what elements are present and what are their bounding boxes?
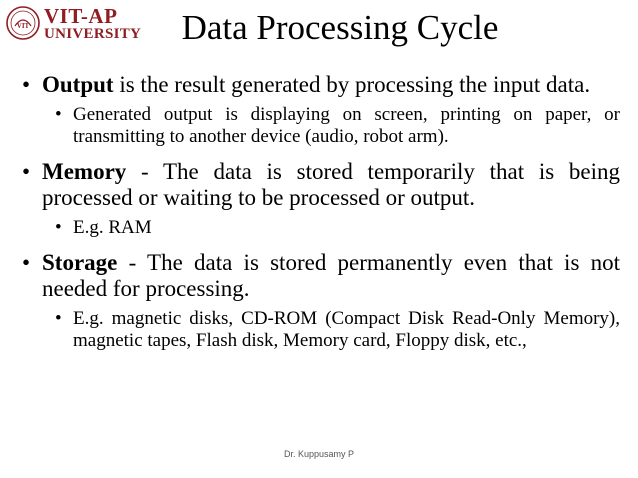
- footer-author: Dr. Kuppusamy P: [283, 449, 355, 459]
- bullet-text: - The data is stored permanently even that is not needed for processing.: [42, 250, 620, 301]
- sub-bullet-memory: [22, 217, 620, 239]
- sub-bullet-text: E.g. magnetic disks, CD-ROM (Compact Disk Read-Only Memory), magnetic tapes, Flash disk, Memory card, Floppy disk, etc.,: [73, 308, 620, 351]
- bullet-text: - The data is stored temporarily that is being processed or waiting to be processed or output.: [42, 159, 620, 210]
- sub-bullet-storage: [22, 308, 620, 352]
- bullet-icon: •: [22, 72, 31, 97]
- bullet-storage: [22, 250, 620, 302]
- slide-title: Data Processing Cycle: [181, 8, 499, 47]
- bullet-term: Memory: [42, 159, 127, 184]
- logo-name: VIT-AP: [44, 4, 118, 28]
- bullet-text: is the result generated by processing the input data.: [113, 72, 591, 97]
- bullet-icon: •: [22, 159, 31, 184]
- svg-text:VIT: VIT: [16, 22, 30, 30]
- slide-content: [22, 72, 620, 352]
- bullet-term: Output: [42, 72, 114, 97]
- sub-bullet-text: E.g. RAM: [73, 217, 152, 238]
- bullet-memory: [22, 159, 620, 211]
- logo-subname: UNIVERSITY: [44, 26, 142, 42]
- bullet-icon: •: [55, 104, 62, 125]
- bullet-term: Storage: [42, 250, 118, 275]
- bullet-icon: •: [55, 308, 62, 329]
- sub-bullet-text: Generated output is displaying on screen, printing on paper, or transmitting to another device (audio, robot arm).: [73, 104, 620, 147]
- bullet-icon: •: [55, 217, 62, 238]
- bullet-icon: •: [22, 250, 31, 275]
- sub-bullet-output: [22, 104, 620, 148]
- bullet-output: [22, 72, 620, 98]
